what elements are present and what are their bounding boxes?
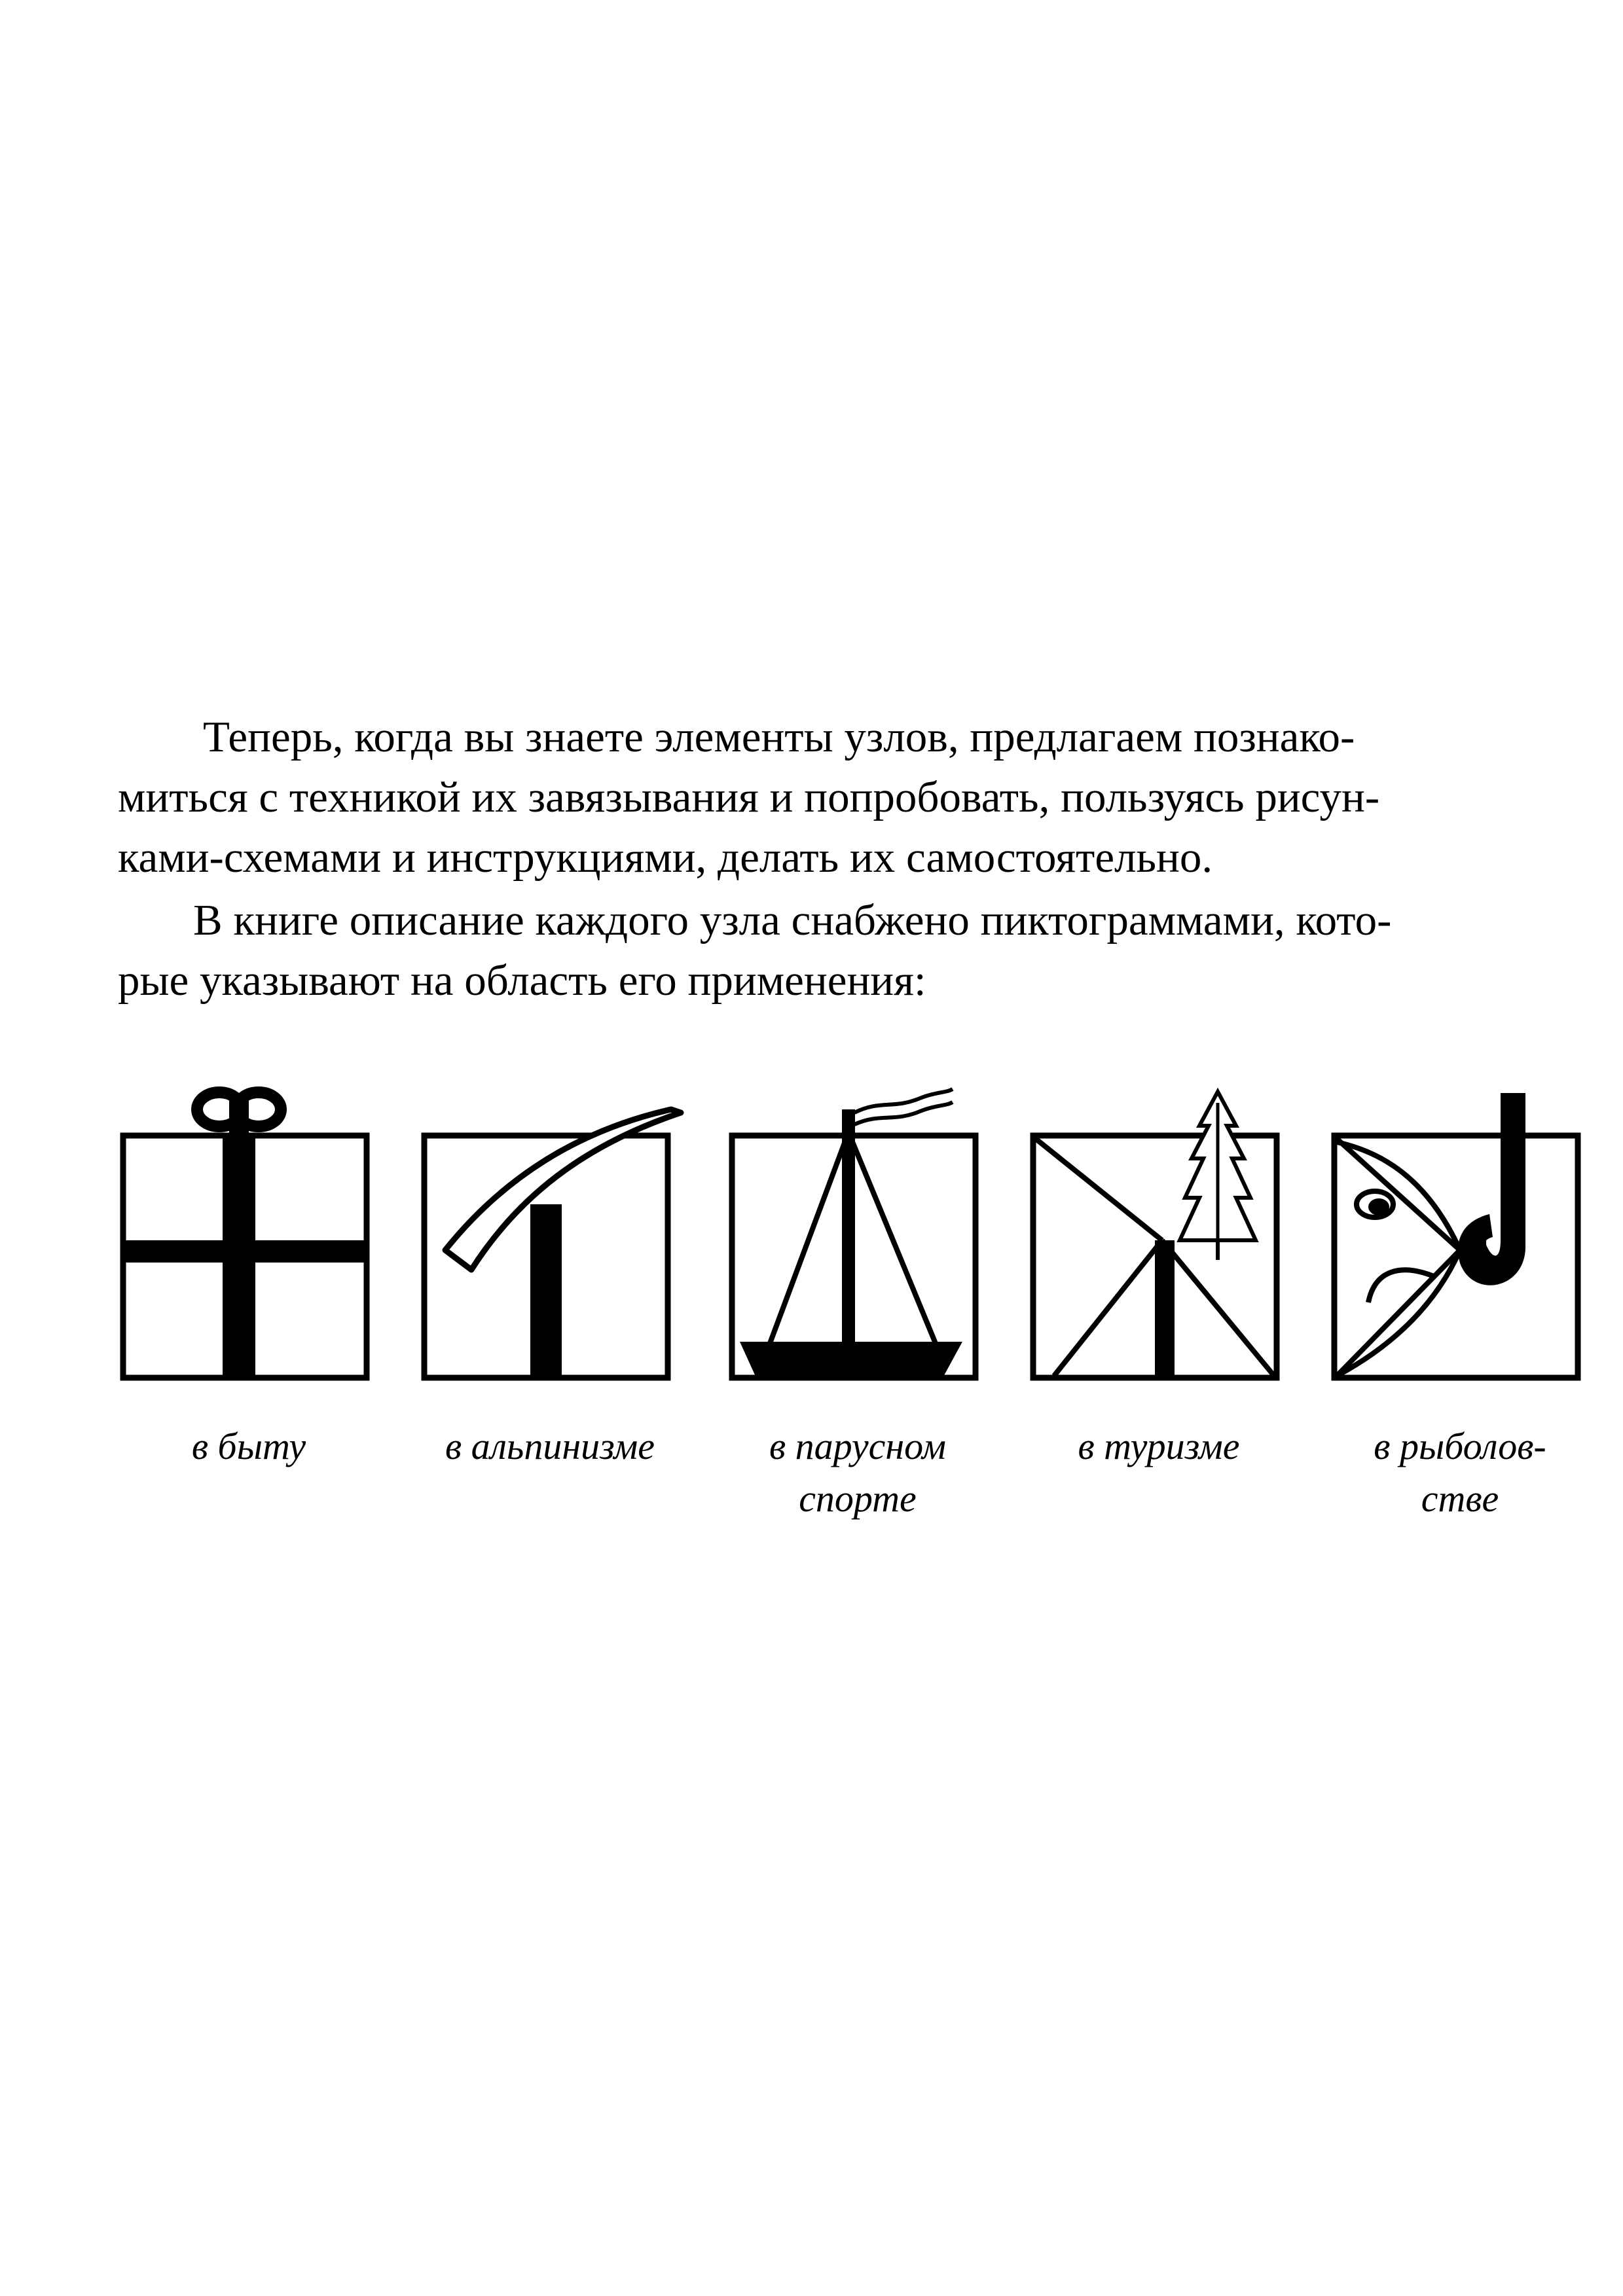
paragraph-1-line-1: Теперь, когда вы знаете элементы узлов, предлагаем познако- — [203, 713, 1355, 761]
caption-sailing-line-2: спорте — [799, 1477, 917, 1520]
caption-mountaineering-line-1: в альпинизме — [445, 1425, 655, 1467]
sailboat-icon — [727, 1073, 1002, 1388]
caption-everyday-line-1: в быту — [191, 1425, 306, 1467]
paragraph-1-line-3: ками-схемами и инструкциями, делать их самостоятельно. — [118, 833, 1213, 882]
fish-hook-icon — [1329, 1073, 1604, 1388]
caption-fishing-line-2: стве — [1421, 1477, 1499, 1520]
caption-tourism — [1034, 1420, 1283, 1473]
caption-mountaineering — [412, 1420, 687, 1473]
paragraph-2-line-1: В книге описание каждого узла снабжено пиктограммами, кото- — [193, 896, 1392, 944]
caption-sailing-line-1: в парусном — [769, 1425, 946, 1467]
caption-fishing-line-1: в рыболов- — [1374, 1425, 1546, 1467]
caption-tourism-line-1: в туризме — [1078, 1425, 1240, 1467]
paragraph-1-line-2: миться с техникой их завязывания и попробовать, пользуясь рисун- — [118, 773, 1380, 821]
ice-axe-icon — [419, 1073, 694, 1388]
intro-text — [118, 707, 1623, 1011]
caption-sailing — [727, 1420, 989, 1525]
tent-tree-icon — [1028, 1073, 1290, 1388]
caption-everyday — [151, 1420, 347, 1473]
gift-box-icon — [118, 1073, 380, 1388]
caption-fishing — [1336, 1420, 1584, 1525]
paragraph-2-line-2: рые указывают на область его применения: — [118, 956, 926, 1005]
